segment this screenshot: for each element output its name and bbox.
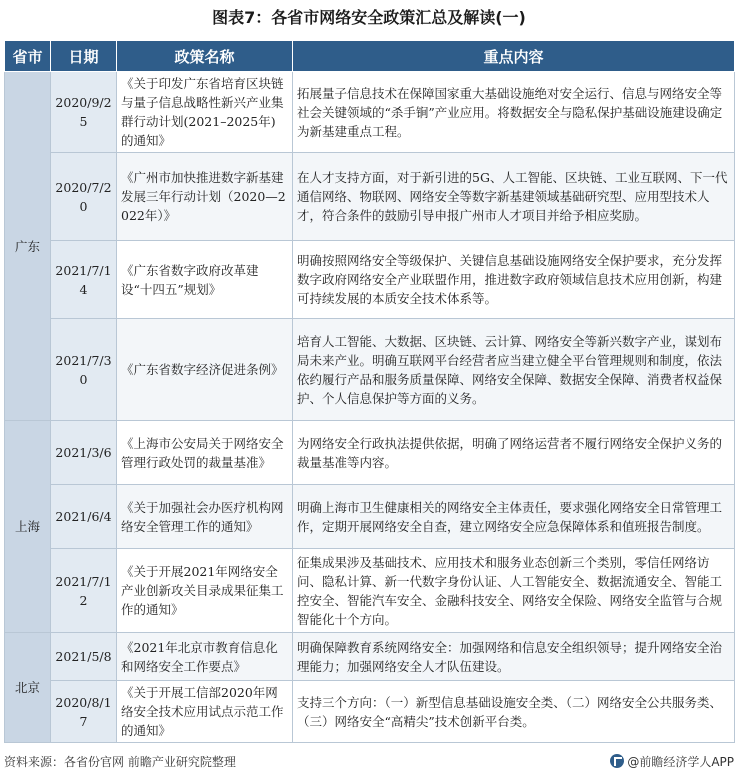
policy-name-cell: 《2021年北京市教育信息化和网络安全工作要点》 <box>117 633 293 681</box>
key-content-cell: 明确保障教育系统网络安全：加强网络和信息安全组织领导；提升网络安全治理能力；加强网络安全人才队伍建设。 <box>293 633 735 681</box>
table-row <box>5 153 735 241</box>
key-content-cell: 培育人工智能、大数据、区块链、云计算、网络安全等新兴数字产业，谋划布局未来产业。明确互联网平台经营者应当建立健全平台管理规则和制度，依法依约履行产品和服务质量保障、网络安全保障、数据安全保障、消费者权益保护、个人信息保护等方面的义务。 <box>293 319 735 421</box>
date-cell: 2020/7/20 <box>51 153 117 241</box>
brand-credit <box>610 752 734 772</box>
footer <box>4 752 734 772</box>
date-cell: 2021/7/14 <box>51 241 117 319</box>
table-row <box>5 633 735 681</box>
date-cell: 2021/7/30 <box>51 319 117 421</box>
policy-name-cell: 《关于加强社会办医疗机构网络安全管理工作的通知》 <box>117 485 293 549</box>
province-cell: 上海 <box>5 421 51 633</box>
date-cell: 2021/3/6 <box>51 421 117 485</box>
key-content-cell: 明确上海市卫生健康相关的网络安全主体责任，要求强化网络安全日常管理工作，定期开展网络安全自查，建立网络安全应急保障体系和值班报告制度。 <box>293 485 735 549</box>
figure-title: 图表7：各省市网络安全政策汇总及解读(一) <box>212 8 526 27</box>
table-header-row <box>5 41 735 72</box>
key-content-cell: 支持三个方向：（一）新型信息基础设施安全类、（二）网络安全公共服务类、（三）网络安全“高精尖”技术创新平台类。 <box>293 681 735 743</box>
key-content-cell: 拓展量子信息技术在保障国家重大基础设施绝对安全运行、信息与网络安全等社会关键领域的“杀手锏”产业应用。将数据安全与隐私保护基础设施建设确定为新基建重点工程。 <box>293 72 735 153</box>
policy-name-cell: 《广东省数字经济促进条例》 <box>117 319 293 421</box>
header-date: 日期 <box>51 41 117 72</box>
date-cell: 2021/7/12 <box>51 549 117 633</box>
policy-name-cell: 《广州市加快推进数字新基建发展三年行动计划（2020—2022年）》 <box>117 153 293 241</box>
policy-name-cell: 《广东省数字政府改革建设“十四五”规划》 <box>117 241 293 319</box>
table-row <box>5 319 735 421</box>
table-row <box>5 485 735 549</box>
date-cell: 2021/6/4 <box>51 485 117 549</box>
key-content-cell: 在人才支持方面，对于新引进的5G、人工智能、区块链、工业互联网、下一代通信网络、物联网、网络安全等数字新基建领域基础研究型、应用型技术人才，符合条件的鼓励引导申报广州市人才项目并给予相应奖励。 <box>293 153 735 241</box>
date-cell: 2020/9/25 <box>51 72 117 153</box>
table-row <box>5 549 735 633</box>
key-content-cell: 征集成果涉及基础技术、应用技术和服务业态创新三个类别，零信任网络访问、隐私计算、新一代数字身份认证、人工智能安全、数据流通安全、智能工控安全、智能汽车安全、金融科技安全、网络安全保险、网络安全监管与合规智能化十个方向。 <box>293 549 735 633</box>
province-cell: 广东 <box>5 72 51 421</box>
table-row <box>5 241 735 319</box>
province-cell: 北京 <box>5 633 51 743</box>
key-content-cell: 为网络安全行政执法提供依据，明确了网络运营者不履行网络安全保护义务的裁量基准等内容。 <box>293 421 735 485</box>
header-policy-name: 政策名称 <box>117 41 293 72</box>
policy-name-cell: 《关于开展2021年网络安全产业创新攻关目录成果征集工作的通知》 <box>117 549 293 633</box>
header-key-content: 重点内容 <box>293 41 735 72</box>
source-note: 资料来源：各省份官网 前瞻产业研究院整理 <box>4 755 236 769</box>
policy-name-cell: 《关于开展工信部2020年网络安全技术应用试点示范工作的通知》 <box>117 681 293 743</box>
brand-label: @前瞻经济学人APP <box>627 755 734 769</box>
key-content-cell: 明确按照网络安全等级保护、关键信息基础设施网络安全保护要求，充分发挥数字政府网络安全产业联盟作用，推进数字政府领域信息技术应用创新，构建可持续发展的本质安全技术体系等。 <box>293 241 735 319</box>
brand-logo-icon <box>610 754 624 768</box>
date-cell: 2020/8/17 <box>51 681 117 743</box>
header-province: 省市 <box>5 41 51 72</box>
policy-name-cell: 《关于印发广东省培育区块链与量子信息战略性新兴产业集群行动计划(2021–2025年)的通知》 <box>117 72 293 153</box>
table-row <box>5 421 735 485</box>
policy-table <box>4 40 735 743</box>
table-row <box>5 72 735 153</box>
table-row <box>5 681 735 743</box>
policy-name-cell: 《上海市公安局关于网络安全管理行政处罚的裁量基准》 <box>117 421 293 485</box>
date-cell: 2021/5/8 <box>51 633 117 681</box>
